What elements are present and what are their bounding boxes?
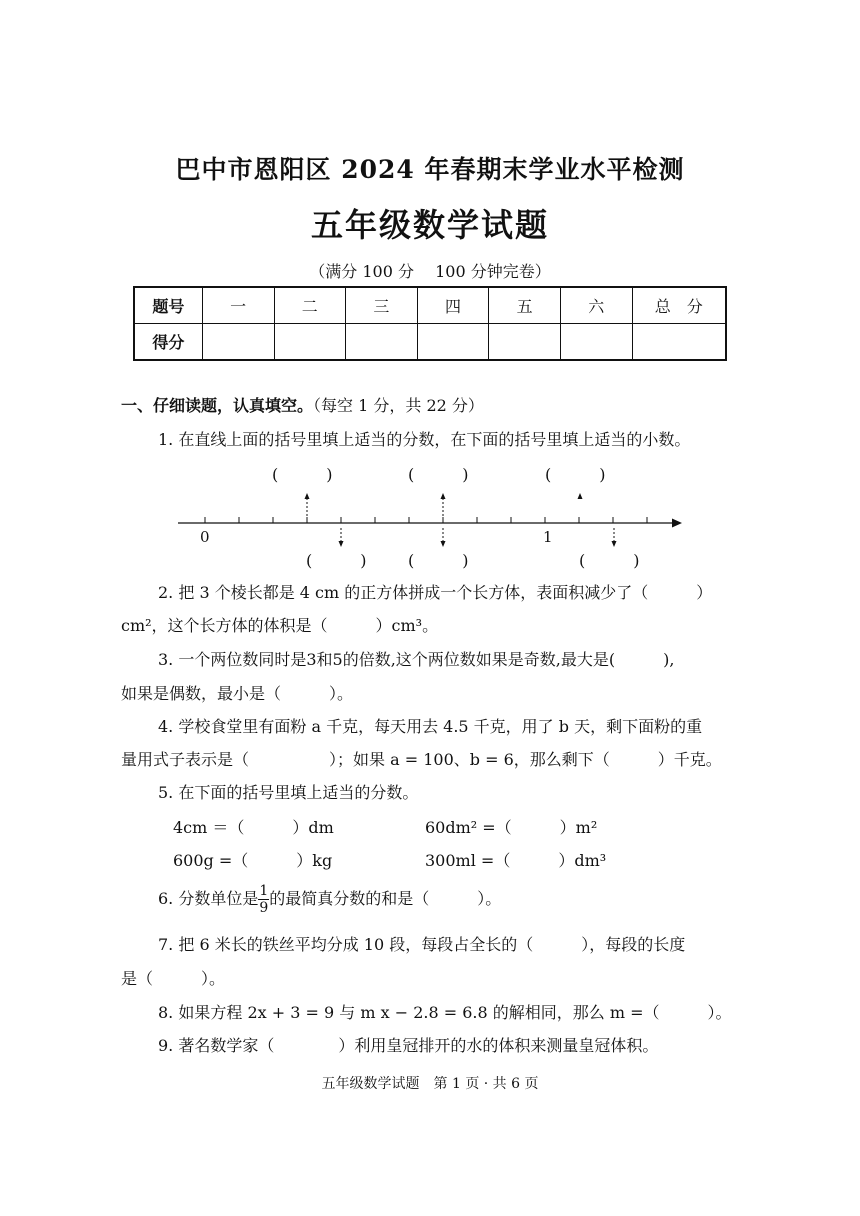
section-heading — [121, 393, 484, 416]
up-arrow-icon — [441, 493, 446, 499]
question-7-line-2: 是（ ）。 — [121, 969, 226, 988]
score-table-row-header — [134, 287, 726, 324]
question-5-item: 4cm ＝（ ）dm — [173, 818, 334, 837]
score-blank-cell[interactable] — [632, 324, 726, 361]
score-blank-cell[interactable] — [489, 324, 561, 361]
score-cell: 一 — [202, 287, 274, 324]
score-table — [133, 286, 727, 361]
score-blank-cell[interactable] — [202, 324, 274, 361]
down-arrow-icon — [441, 541, 446, 547]
exam-subtitle: 五年级数学试题 — [310, 206, 549, 244]
exam-title: 巴中市恩阳区 2024 年春期末学业水平检测 — [175, 155, 685, 184]
question-5-item: 60dm² =（ ）m² — [425, 818, 598, 837]
number-line-diagram — [170, 460, 690, 570]
answer-blank-bottom[interactable]: ( ) — [579, 551, 640, 570]
up-arrow-icon — [578, 493, 583, 499]
question-5-item: 300ml =（ ）dm³ — [425, 851, 607, 870]
score-blank-cell[interactable] — [346, 324, 418, 361]
down-arrow-icon — [339, 541, 344, 547]
score-cell: 五 — [489, 287, 561, 324]
tick-label-0: 0 — [200, 528, 210, 546]
exam-meta: （满分 100 分 100 分钟完卷） — [309, 262, 551, 281]
score-cell: 六 — [561, 287, 633, 324]
section-note: （每空 1 分，共 22 分） — [313, 396, 484, 415]
question-4-line-1: 4. 学校食堂里有面粉 a 千克，每天用去 4.5 千克，用了 b 天，剩下面粉的重 — [158, 717, 703, 736]
question-4-line-2: 量用式子表示是（ ）；如果 a = 100、b = 6，那么剩下（ ）千克。 — [121, 750, 722, 769]
question-8: 8. 如果方程 2x + 3 = 9 与 m x − 2.8 = 6.8 的解相同，那么 m =（ ）。 — [158, 1003, 732, 1022]
score-cell: 总 分 — [632, 287, 726, 324]
score-blank-cell[interactable] — [417, 324, 489, 361]
question-5-item: 600g =（ ）kg — [173, 851, 333, 870]
score-cell: 三 — [346, 287, 418, 324]
page-footer: 五年级数学试题 第 1 页 · 共 6 页 — [321, 1076, 539, 1092]
tick-marks — [205, 517, 647, 523]
score-blank-cell[interactable] — [274, 324, 346, 361]
arrow-head-icon — [672, 519, 682, 528]
score-cell: 四 — [417, 287, 489, 324]
tick-label-1: 1 — [543, 528, 553, 546]
up-arrows — [307, 498, 443, 516]
question-7-line-1: 7. 把 6 米长的铁丝平均分成 10 段，每段占全长的（ ），每段的长度 — [158, 935, 686, 954]
question-6 — [158, 880, 501, 918]
fraction-one-ninth — [258, 883, 269, 916]
answer-blank-bottom[interactable]: ( ) — [306, 551, 367, 570]
question-6-suffix: 的最简真分数的和是（ ）。 — [269, 889, 502, 908]
question-9: 9. 著名数学家（ ）利用皇冠排开的水的体积来测量皇冠体积。 — [158, 1036, 659, 1055]
score-blank-cell[interactable] — [561, 324, 633, 361]
score-table-row-score — [134, 324, 726, 361]
question-3-line-2: 如果是偶数，最小是（ ）。 — [121, 684, 354, 703]
score-cell: 得分 — [134, 324, 202, 361]
answer-blank-top[interactable]: ( ) — [545, 465, 606, 484]
answer-blank-bottom[interactable]: ( ) — [408, 551, 469, 570]
up-arrow-icon — [305, 493, 310, 499]
down-arrow-icon — [612, 541, 617, 547]
answer-blank-top[interactable]: ( ) — [272, 465, 333, 484]
question-1: 1. 在直线上面的括号里填上适当的分数，在下面的括号里填上适当的小数。 — [158, 430, 691, 449]
answer-blank-top[interactable]: ( ) — [408, 465, 469, 484]
score-cell: 题号 — [134, 287, 202, 324]
score-cell: 二 — [274, 287, 346, 324]
question-3-line-1: 3. 一个两位数同时是3和5的倍数,这个两位数如果是奇数,最大是( ), — [158, 650, 675, 669]
fraction-denominator: 9 — [259, 900, 269, 916]
question-2-line-1: 2. 把 3 个棱长都是 4 cm 的正方体拼成一个长方体，表面积减少了（ ） — [158, 583, 713, 602]
question-5: 5. 在下面的括号里填上适当的分数。 — [158, 783, 419, 802]
question-2-line-2: cm²，这个长方体的体积是（ ）cm³。 — [121, 616, 439, 635]
section-title: 一、仔细读题，认真填空。 — [121, 396, 314, 415]
fraction-numerator: 1 — [259, 883, 269, 899]
question-6-prefix: 6. 分数单位是 — [158, 889, 259, 908]
down-arrows — [341, 528, 614, 542]
